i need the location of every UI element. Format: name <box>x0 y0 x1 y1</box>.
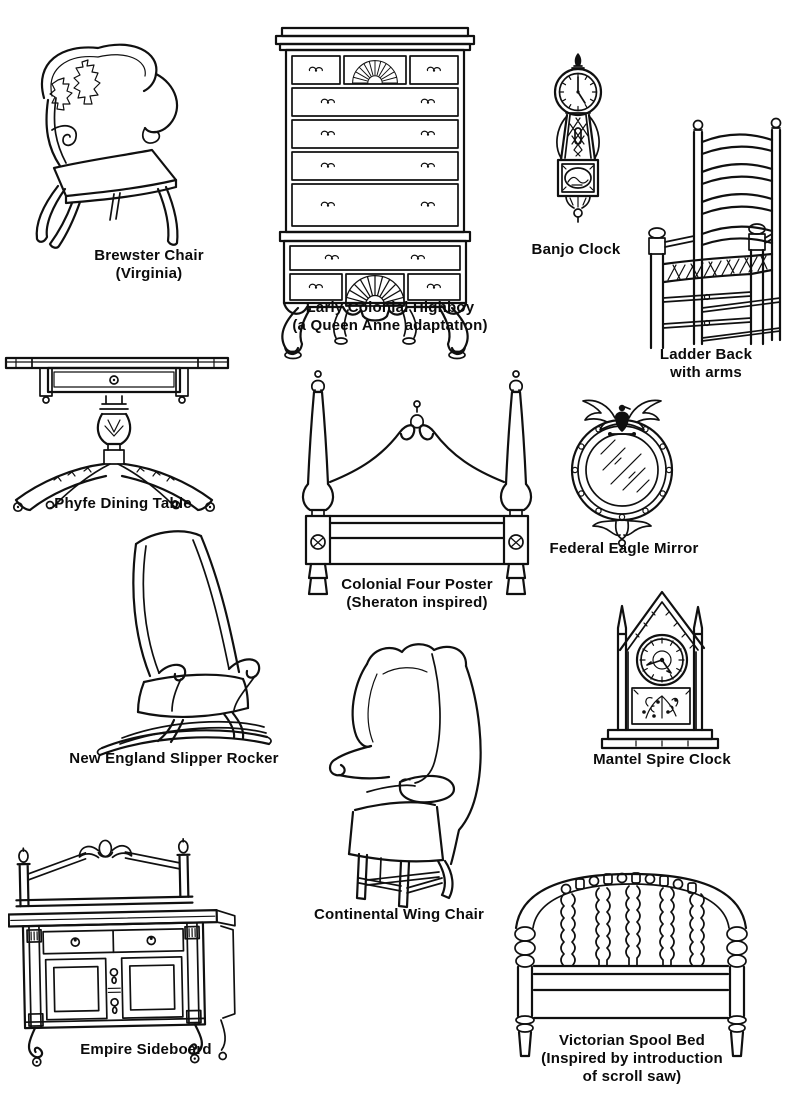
empire-sideboard-drawing <box>8 826 248 1072</box>
caption-line: (a Queen Anne adaptation) <box>292 317 488 334</box>
phyfe-dining-table-drawing <box>2 352 232 514</box>
caption-line: Federal Eagle Mirror <box>549 540 699 557</box>
caption-line: Phyfe Dining Table <box>54 495 192 512</box>
caption-line: (Virginia) <box>115 265 183 282</box>
caption-victorian-spool-bed <box>512 1032 752 1086</box>
caption-line: Brewster Chair <box>94 247 204 264</box>
caption-line: Empire Sideboard <box>80 1041 212 1058</box>
banjo-clock-drawing <box>536 52 620 244</box>
caption-line: Continental Wing Chair <box>313 906 485 923</box>
continental-wing-chair-drawing <box>303 640 503 912</box>
caption-line: Colonial Four Poster <box>341 576 493 593</box>
caption-early-colonial-highboy <box>270 299 510 335</box>
caption-line: Victorian Spool Bed <box>558 1032 706 1049</box>
caption-line: Ladder Back <box>659 346 753 363</box>
caption-brewster-chair <box>49 247 249 283</box>
caption-empire-sideboard <box>46 1041 246 1059</box>
ladder-back-chair-drawing <box>640 112 788 352</box>
slipper-rocker-drawing <box>80 524 280 766</box>
mantel-spire-clock-drawing <box>596 588 724 760</box>
caption-line: with arms <box>670 364 742 381</box>
caption-line: (Sheraton inspired) <box>346 594 488 611</box>
caption-line: of scroll saw) <box>582 1068 682 1085</box>
caption-line: (Inspired by introduction <box>541 1050 723 1067</box>
caption-slipper-rocker <box>54 750 294 768</box>
caption-mantel-spire-clock <box>572 751 752 769</box>
caption-colonial-four-poster <box>307 576 527 612</box>
caption-phyfe-dining-table <box>23 495 223 513</box>
federal-eagle-mirror-drawing <box>563 392 688 552</box>
brewster-chair-drawing <box>8 36 198 250</box>
caption-line: New England Slipper Rocker <box>69 750 279 767</box>
caption-continental-wing-chair <box>289 906 509 924</box>
caption-ladder-back <box>626 346 786 382</box>
caption-federal-eagle-mirror <box>534 540 714 558</box>
colonial-four-poster-drawing <box>296 366 538 608</box>
caption-line: Banjo Clock <box>531 241 621 258</box>
caption-line: Mantel Spire Clock <box>593 751 731 768</box>
caption-banjo-clock <box>496 241 656 259</box>
caption-line: Early Colonial Highboy <box>305 299 475 316</box>
